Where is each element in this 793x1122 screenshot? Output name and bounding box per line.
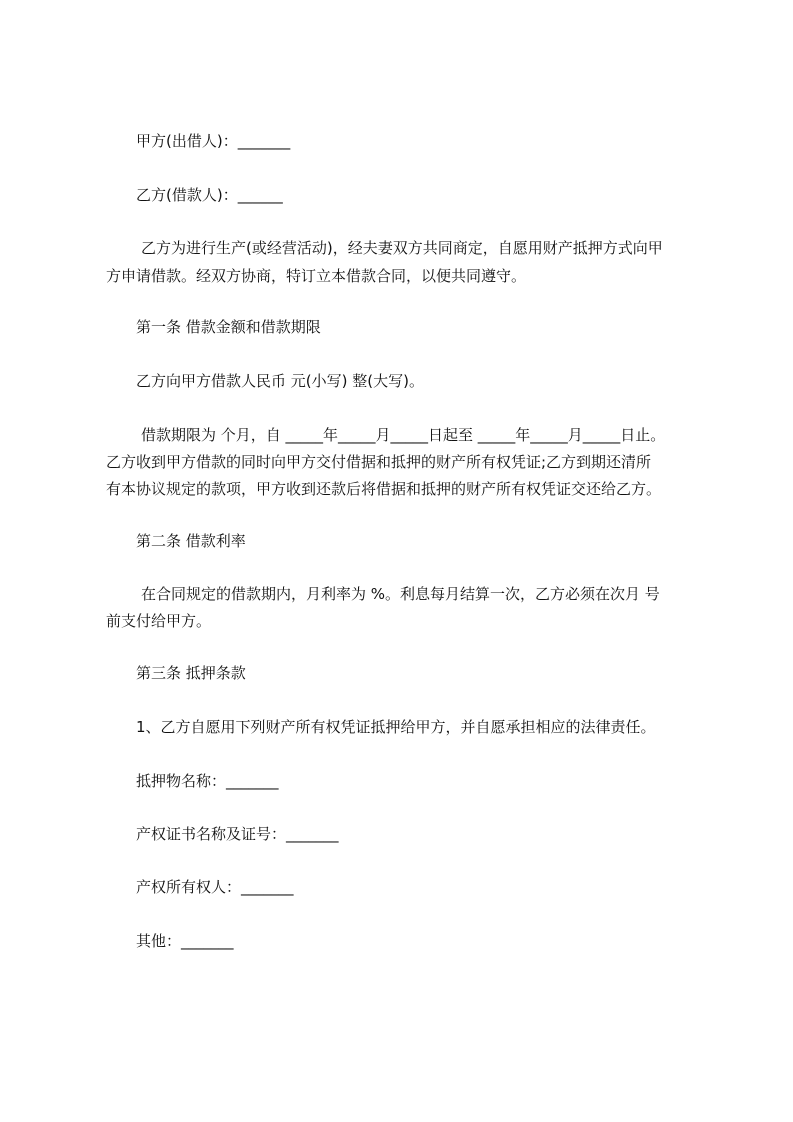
article-1-heading: 第一条 借款金额和借款期限 [136,318,321,336]
loan-term-text: 借款期限为 个月，自 _____年_____月_____日起至 _____年_____月_____日止。 [141,426,666,444]
loan-amount-text: 乙方向甲方借款人民币 元(小写) 整(大写)。 [136,372,424,390]
intro-line-1: 乙方为进行生产(或经营活动)，经夫妻双方共同商定，自愿用财产抵押方式向甲 [141,239,663,257]
loan-term-line-2: 乙方收到甲方借款的同时向甲方交付借据和抵押的财产所有权凭证;乙方到期还清所 [106,453,652,471]
owner-field: 产权所有权人：_______ [136,878,294,896]
loan-term-line-3: 有本协议规定的款项，甲方收到还款后将借据和抵押的财产所有权凭证交还给乙方。 [106,480,662,498]
article-3-heading: 第三条 抵押条款 [136,664,246,682]
collateral-name-field: 抵押物名称：_______ [136,772,279,790]
certificate-field: 产权证书名称及证号：_______ [136,825,339,843]
interest-text: 在合同规定的借款期内，月利率为 %。利息每月结算一次，乙方必须在次月 号 [141,585,660,603]
lender-field: 甲方(出借人)：_______ [136,132,291,150]
borrower-field: 乙方(借款人)：______ [136,186,283,204]
other-field: 其他：_______ [136,932,234,950]
mortgage-clause-1: 1、乙方自愿用下列财产所有权凭证抵押给甲方，并自愿承担相应的法律责任。 [136,718,656,736]
intro-line-2: 方申请借款。经双方协商，特订立本借款合同，以便共同遵守。 [106,267,527,285]
article-2-heading: 第二条 借款利率 [136,532,246,550]
interest-line-2: 前支付给甲方。 [106,612,212,630]
